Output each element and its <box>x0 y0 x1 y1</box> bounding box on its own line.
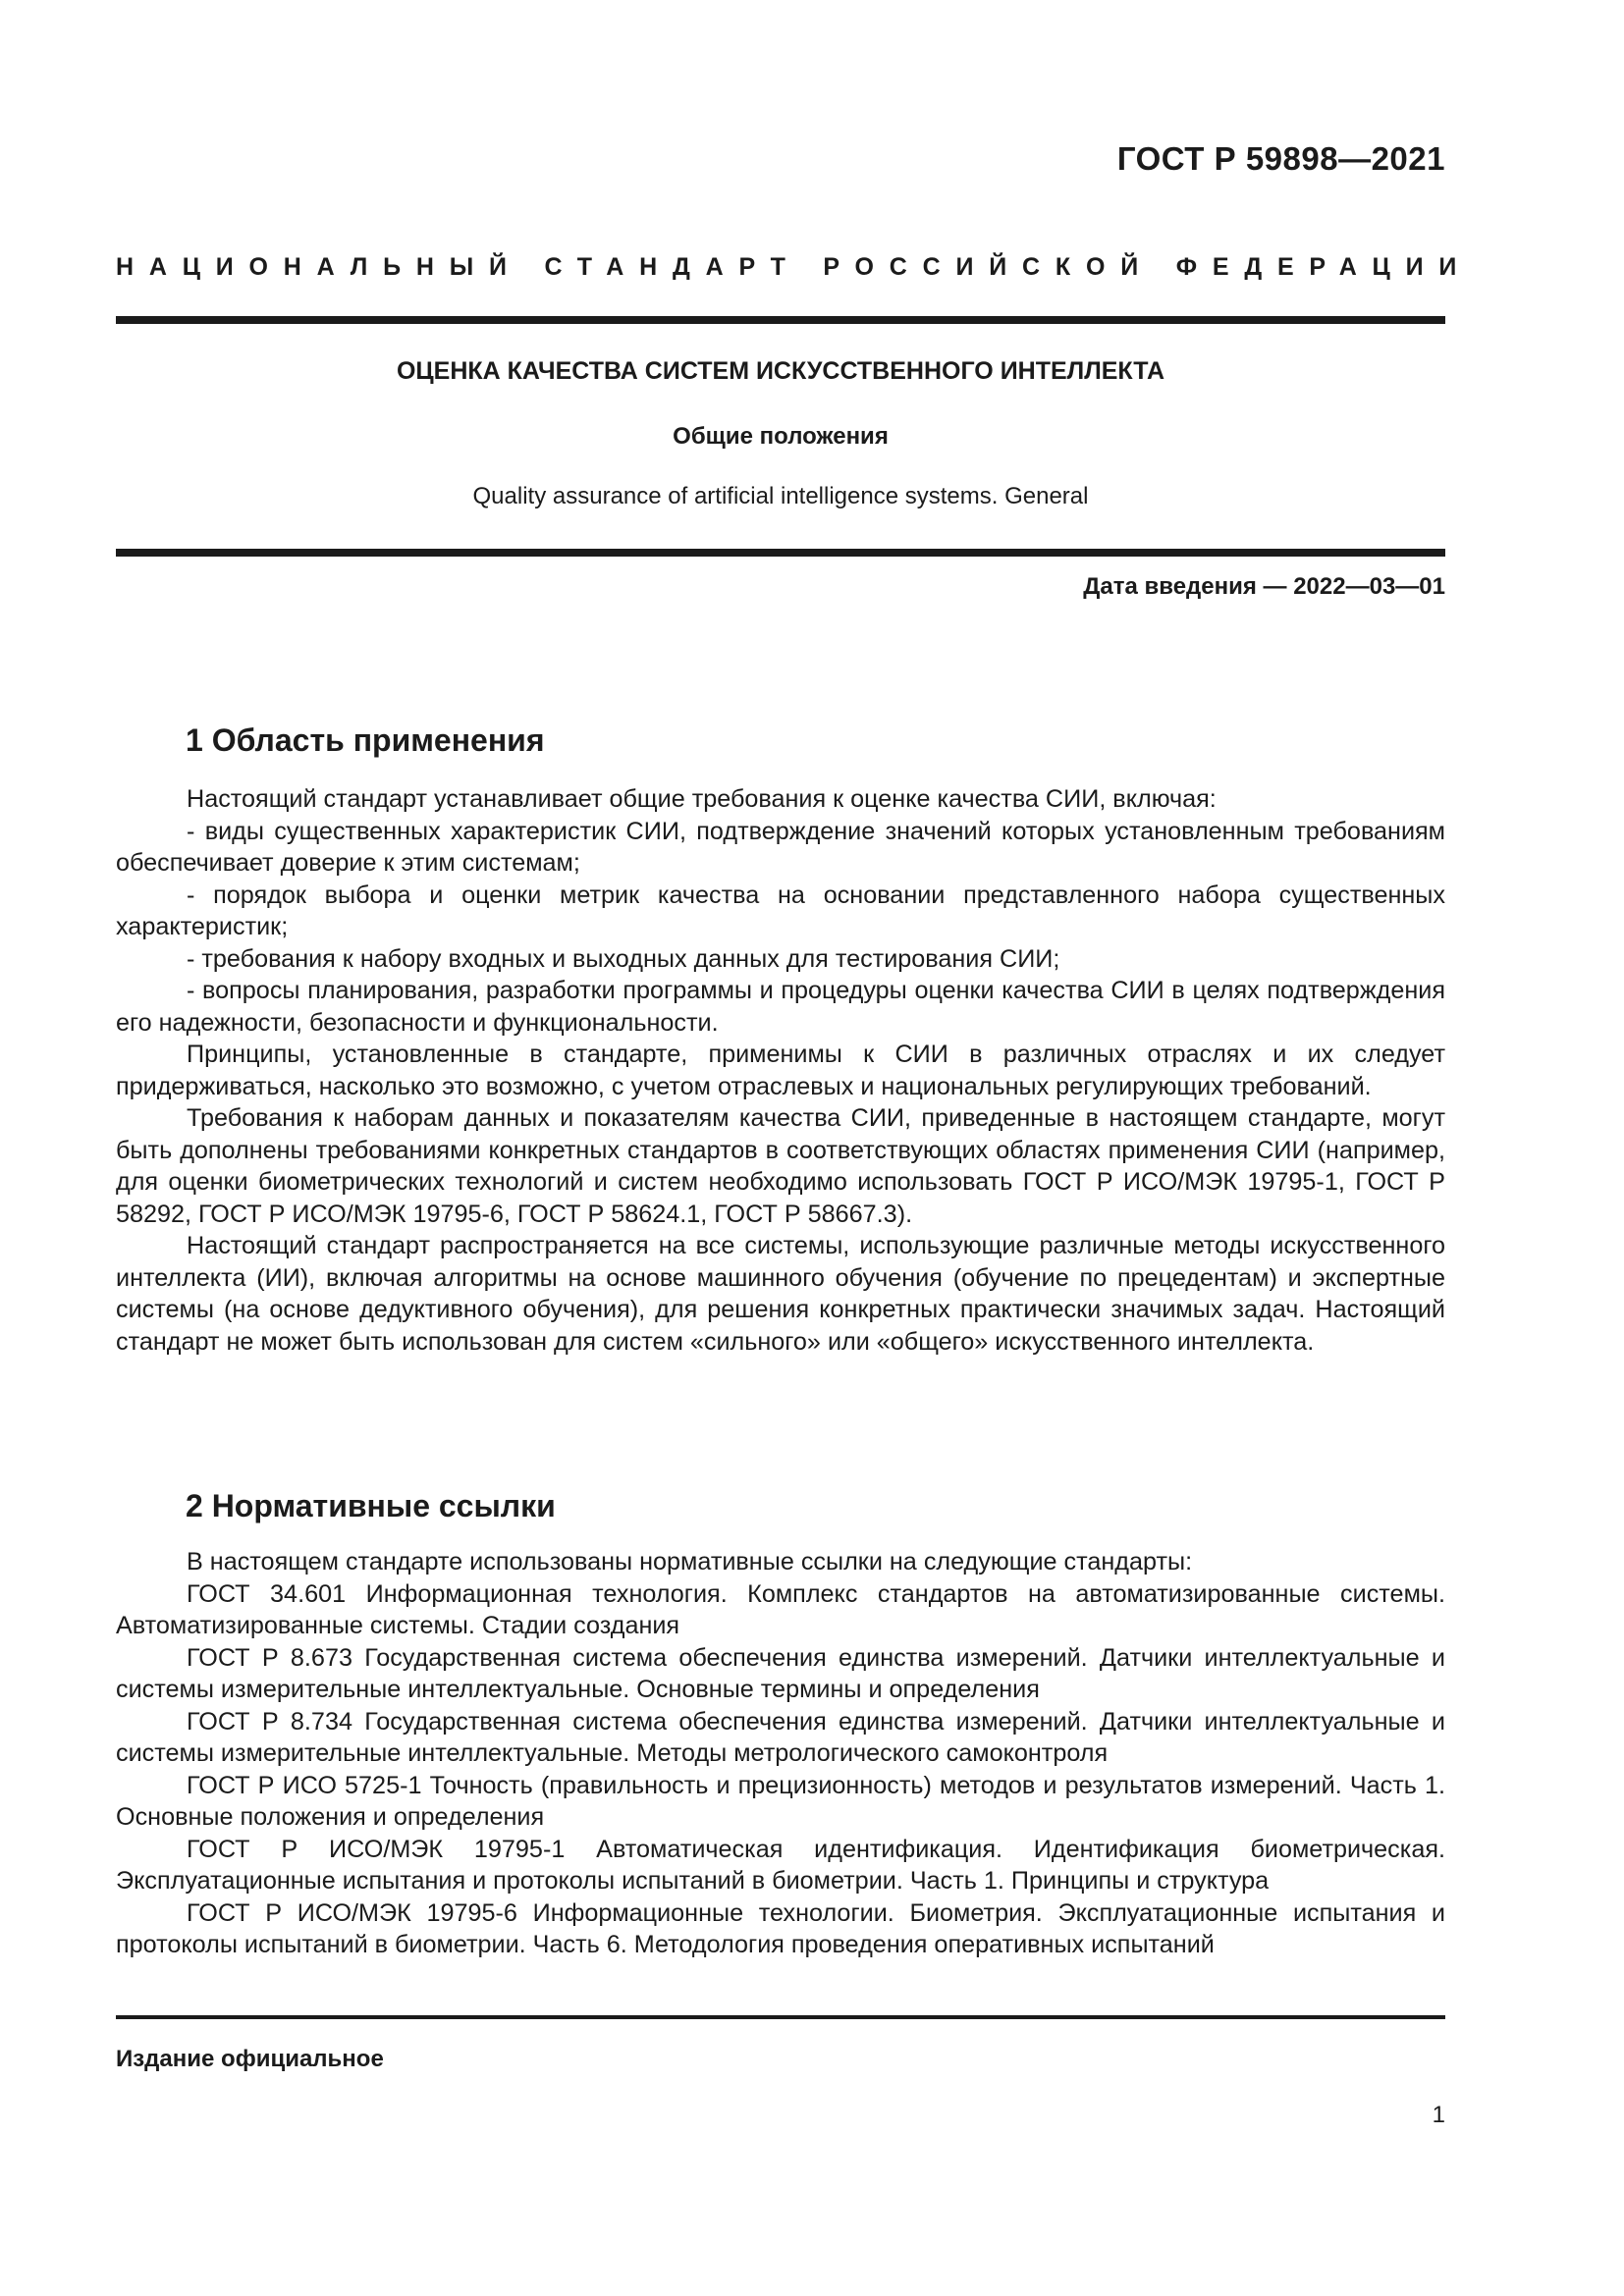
list-item: - виды существенных характеристик СИИ, подтверждение значений которых установленным требованиям обеспечивает доверие к этим системам; <box>116 817 1445 877</box>
section-1-heading: 1 Область применения <box>186 722 545 758</box>
section-2-heading: 2 Нормативные ссылки <box>186 1488 556 1523</box>
reference-item: ГОСТ Р 8.673 Государственная система обеспечения единства измерений. Датчики интеллектуальные и системы измерительные интеллектуальные. Основные термины и определения <box>116 1643 1445 1703</box>
top-rule <box>116 316 1445 324</box>
edition-label: Издание официальное <box>116 2046 384 2072</box>
national-standard-banner: НАЦИОНАЛЬНЫЙ СТАНДАРТ РОССИЙСКОЙ ФЕДЕРАЦИИ <box>116 253 1473 281</box>
list-item: - вопросы планирования, разработки программы и процедуры оценки качества СИИ в целях подтверждения его надежности, безопасности и функциональности. <box>116 977 1445 1037</box>
document-title: ОЦЕНКА КАЧЕСТВА СИСТЕМ ИСКУССТВЕННОГО ИНТЕЛЛЕКТА <box>396 357 1165 385</box>
paragraph: В настоящем стандарте использованы нормативные ссылки на следующие стандарты: <box>187 1548 1193 1575</box>
list-item: - требования к набору входных и выходных данных для тестирования СИИ; <box>187 944 1060 973</box>
document-subtitle: Общие положения <box>673 423 889 450</box>
section-2-body <box>116 1546 1445 1961</box>
reference-item: ГОСТ Р 8.734 Государственная система обеспечения единства измерений. Датчики интеллектуальные и системы измерительные интеллектуальные. Методы метрологического самоконтроля <box>116 1707 1445 1767</box>
introduction-date: Дата введения — 2022—03—01 <box>1083 573 1445 600</box>
english-title: Quality assurance of artificial intelligence systems. General <box>472 483 1089 509</box>
paragraph: Принципы, установленные в стандарте, применимы к СИИ в различных отраслях и их следует придерживаться, насколько это возможно, с учетом отраслевых и национальных регулирующих требований. <box>116 1041 1445 1100</box>
list-item: - порядок выбора и оценки метрик качества на основании представленного набора существенных характеристик; <box>116 881 1445 940</box>
page-number: 1 <box>1432 2102 1445 2128</box>
reference-item: ГОСТ Р ИСО 5725-1 Точность (правильность и прецизионность) методов и результатов измерений. Часть 1. Основные положения и определения <box>116 1771 1445 1831</box>
reference-item: ГОСТ Р ИСО/МЭК 19795-6 Информационные технологии. Биометрия. Эксплуатационные испытания и протоколы испытаний в биометрии. Часть 6. Методология проведения оперативных испытаний <box>116 1898 1445 1958</box>
paragraph: Требования к наборам данных и показателям качества СИИ, приведенные в настоящем стандарте, могут быть дополнены требованиями конкретных стандартов в соответствующих областях применения СИИ (например, для оценки биометрических технологий и систем необходимо использовать ГОСТ Р ИСО/МЭК 19795-1, ГОСТ Р 58292, ГОСТ Р ИСО/МЭК 19795-6, ГОСТ Р 58624.1, ГОСТ Р 58667.3). <box>116 1104 1445 1228</box>
section-1-body <box>116 783 1445 1358</box>
title-rule <box>116 549 1445 557</box>
reference-item: ГОСТ 34.601 Информационная технология. Комплекс стандартов на автоматизированные системы. Автоматизированные системы. Стадии создания <box>116 1579 1445 1639</box>
footer-rule <box>116 2015 1445 2019</box>
reference-item: ГОСТ Р ИСО/МЭК 19795-1 Автоматическая идентификация. Идентификация биометрическая. Эксплуатационные испытания и протоколы испытаний в биометрии. Часть 1. Принципы и структура <box>116 1835 1445 1895</box>
paragraph: Настоящий стандарт распространяется на все системы, использующие различные методы искусственного интеллекта (ИИ), включая алгоритмы на основе машинного обучения (обучение по прецедентам) и экспертные системы (на основе дедуктивного обучения), для решения конкретных практически значимых задач. Настоящий стандарт не может быть использован для систем «сильного» или «общего» искусственного интеллекта. <box>116 1232 1445 1356</box>
paragraph: Настоящий стандарт устанавливает общие требования к оценке качества СИИ, включая: <box>187 785 1217 813</box>
doc-number: ГОСТ Р 59898—2021 <box>1116 140 1445 177</box>
